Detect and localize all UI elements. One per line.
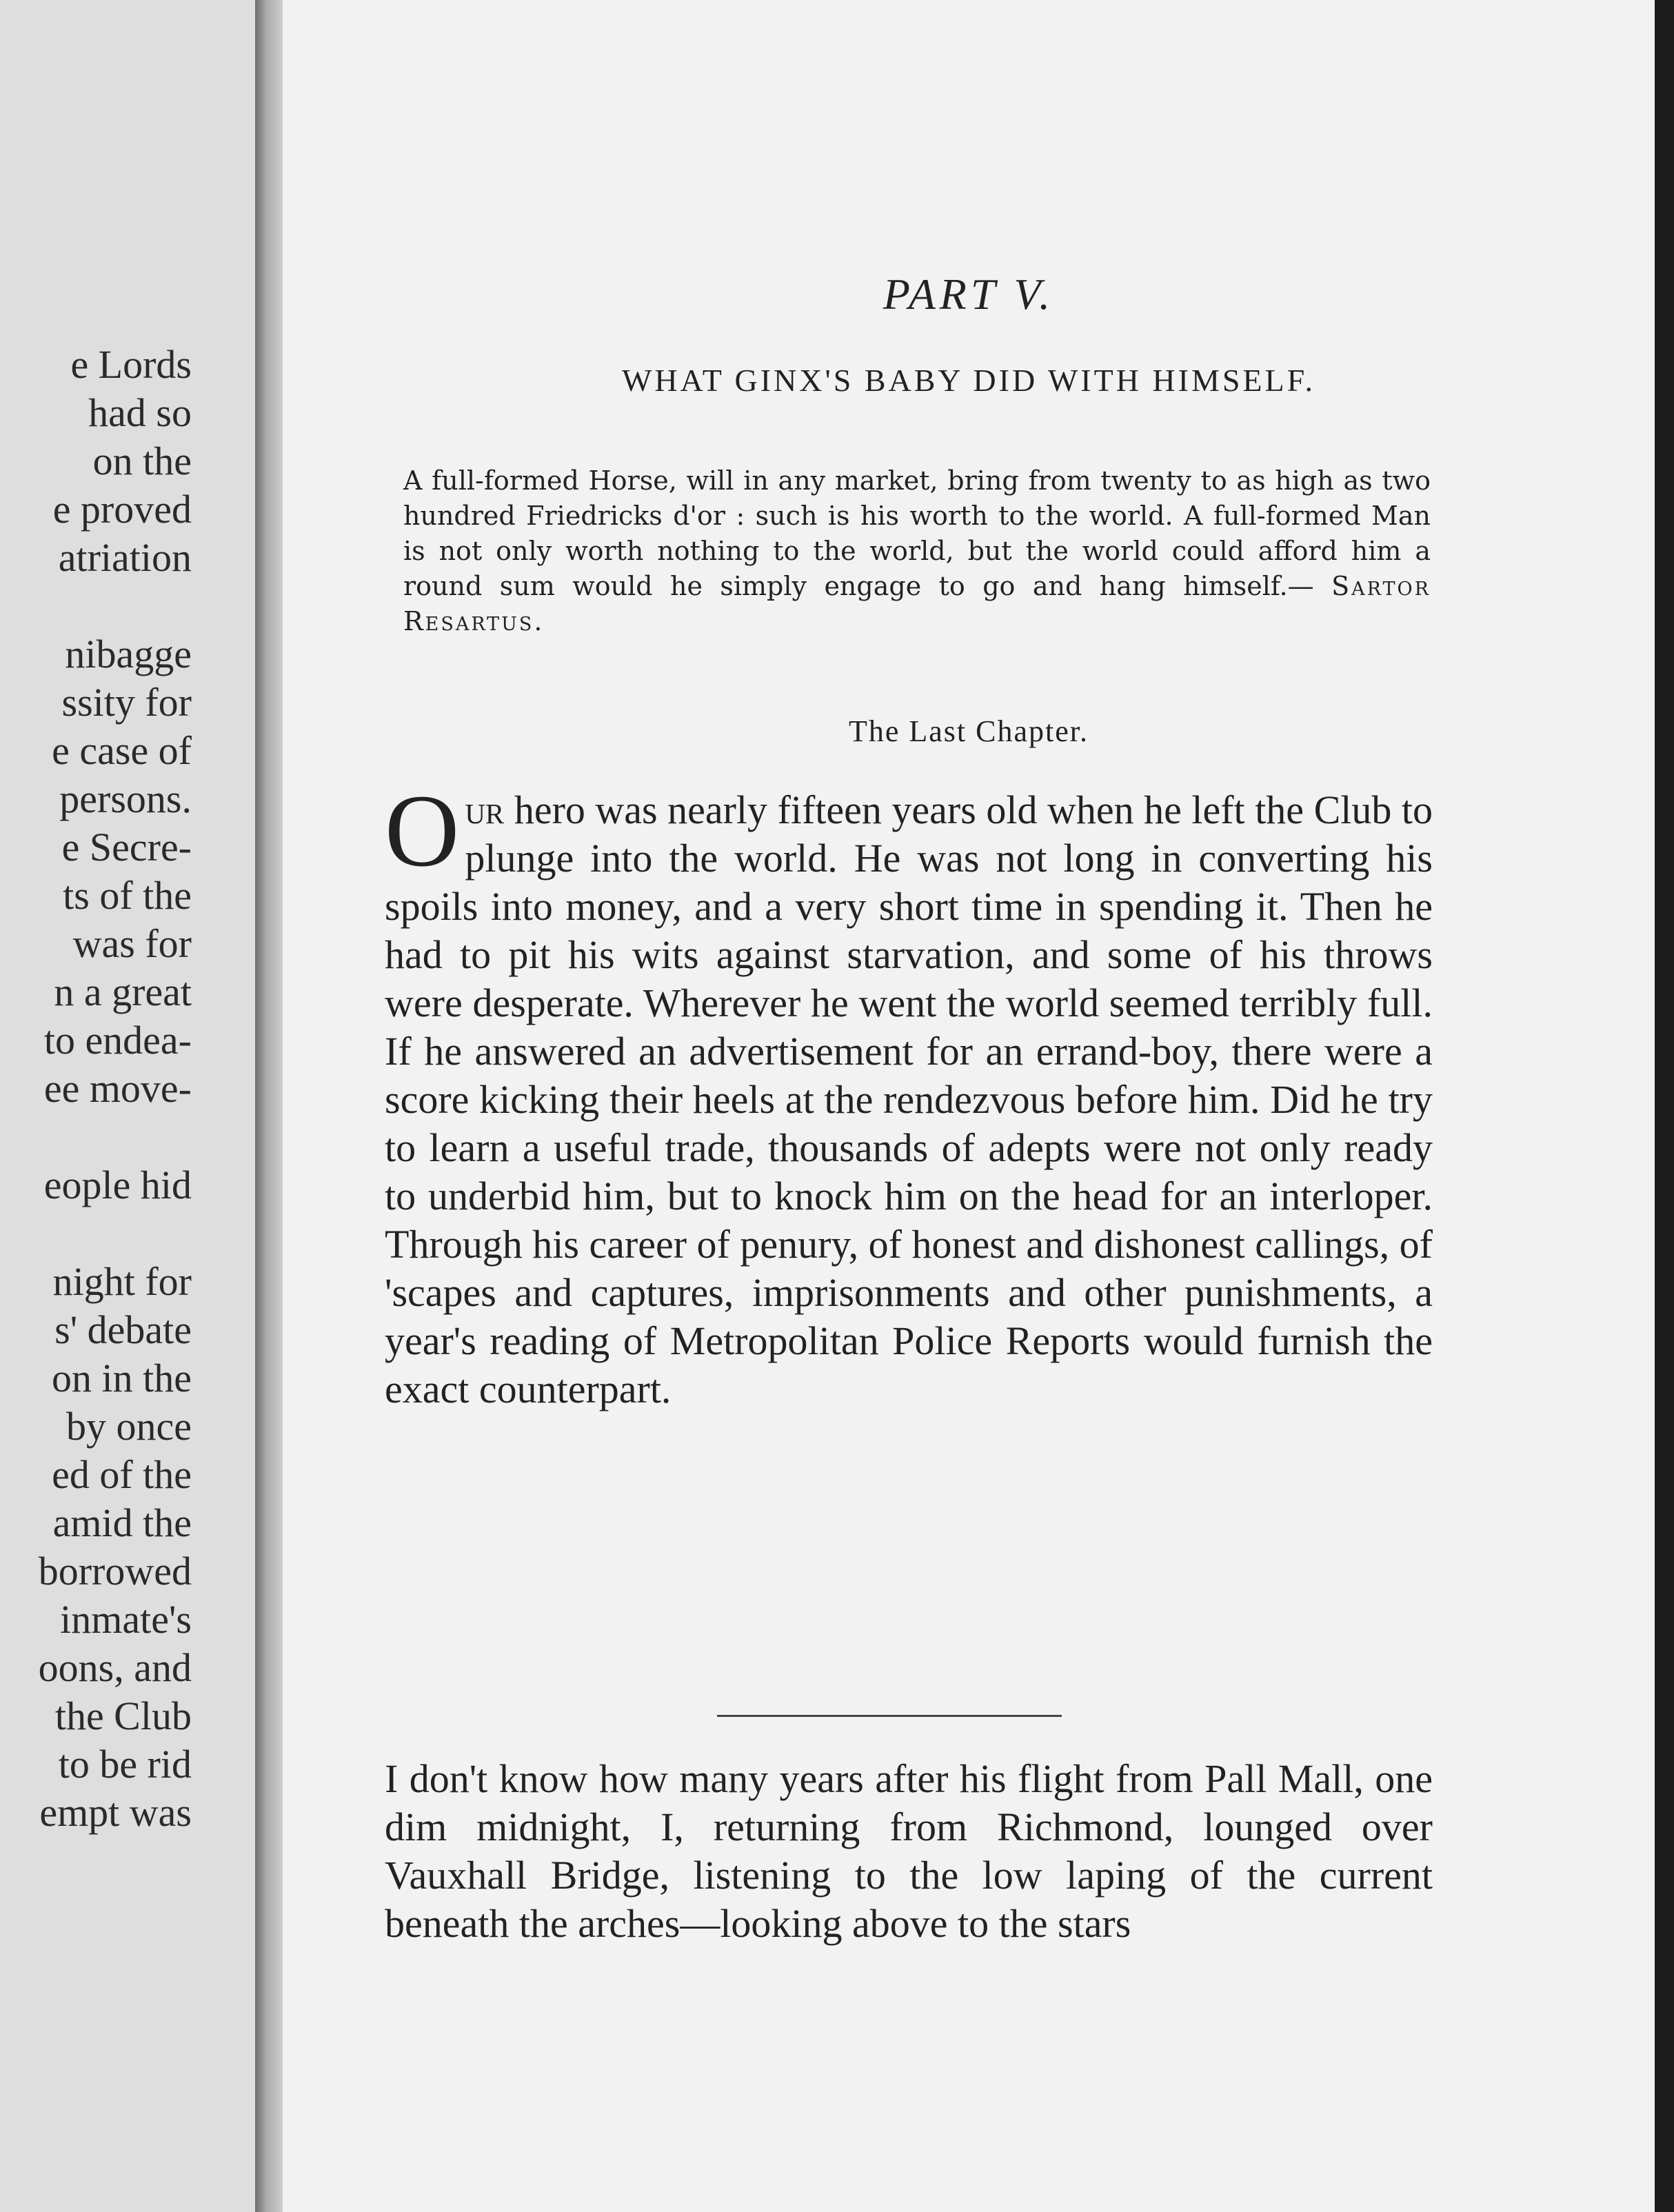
book-page [283,0,1655,2212]
section-divider [717,1715,1062,1717]
left-page-line: borrowed [38,1549,192,1593]
left-page-line: s' debate [54,1307,192,1352]
left-page-line: the Club [54,1693,192,1738]
epigraph-attribution: Sartor Resartus. [403,571,1431,636]
part-title: PART V. [883,270,1055,319]
drop-cap-continuation: ur [465,787,505,832]
previous-page-fragment [0,0,255,2212]
left-page-line: ee move- [43,1066,192,1111]
left-page-line: to endea- [43,1018,192,1063]
paragraph-2-text: I don't know how many years after his flight from Pall Mall, one dim midnight, I, returning from Richmond, lounged over Vauxhall Bridge, listening to the low laping of the current beneath the arches—looking above to the stars [385,1756,1433,1946]
paragraph-1-text: hero was nearly fifteen years old when he left the Club to plunge into the world. He was not long in converting his spoils into money, and a very short time in spending it. Then he had to pit his wits against starvation, and some of his throws were desperate. Wherever he went the world seemed terribly full. If he answered an advertisement for an errand-boy, there were a score kicking their heels at the rendezvous before him. Did he try to learn a useful trade, thousands of adepts were not only ready to underbid him, but to knock him on the head for an interloper. Through his career of penury, of honest and dishonest callings, of 'scapes and captures, imprisonments and other punishments, a year's reading of Metropolitan Police Reports would furnish the exact counterpart. [385,787,1433,1411]
left-page-line: by once [66,1404,192,1449]
page-edge-shadow [1655,0,1674,2212]
left-page-line: atriation [58,535,192,580]
left-page-line: e proved [52,487,192,532]
chapter-title: WHAT GINX'S BABY DID WITH HIMSELF. [621,363,1316,398]
left-page-line: empt was [39,1790,192,1835]
left-page-line: ts of the [63,873,192,918]
book-gutter [255,0,283,2212]
epigraph [403,463,1431,639]
paragraph-1 [385,774,1433,1414]
left-page-line: was for [72,921,192,966]
left-page-line: on the [92,439,192,483]
left-page-line: on in the [52,1356,192,1400]
left-page-line: e Lords [70,342,192,387]
left-page-line: e Secre- [61,825,192,869]
left-page-line: ssity for [61,680,192,725]
left-page-line: amid the [52,1500,192,1545]
paragraph-2 [385,1755,1433,1948]
epigraph-text: A full-formed Horse, will in any market, bring from twenty to as high as two hundred Friedricks d'or : such is his worth to the world. A full-formed Man is not only worth nothing to the world, but the world could afford him a round sum would he simply engage to go and hang himself.— [403,465,1431,601]
left-page-line: e case of [52,728,192,773]
left-page-line: persons. [59,776,192,821]
left-page-line: to be rid [58,1742,192,1787]
left-page-line: ed of the [52,1452,192,1497]
left-page-line: inmate's [60,1597,192,1642]
left-page-line: night for [52,1259,192,1304]
left-page-line: eople hid [43,1163,192,1207]
section-subheading: The Last Chapter. [848,714,1089,748]
drop-cap: O [385,774,460,888]
left-page-line: had so [88,390,192,435]
left-page-line: n a great [54,969,192,1014]
left-page-line: oons, and [38,1645,192,1690]
left-page-line: nibagge [65,632,192,676]
